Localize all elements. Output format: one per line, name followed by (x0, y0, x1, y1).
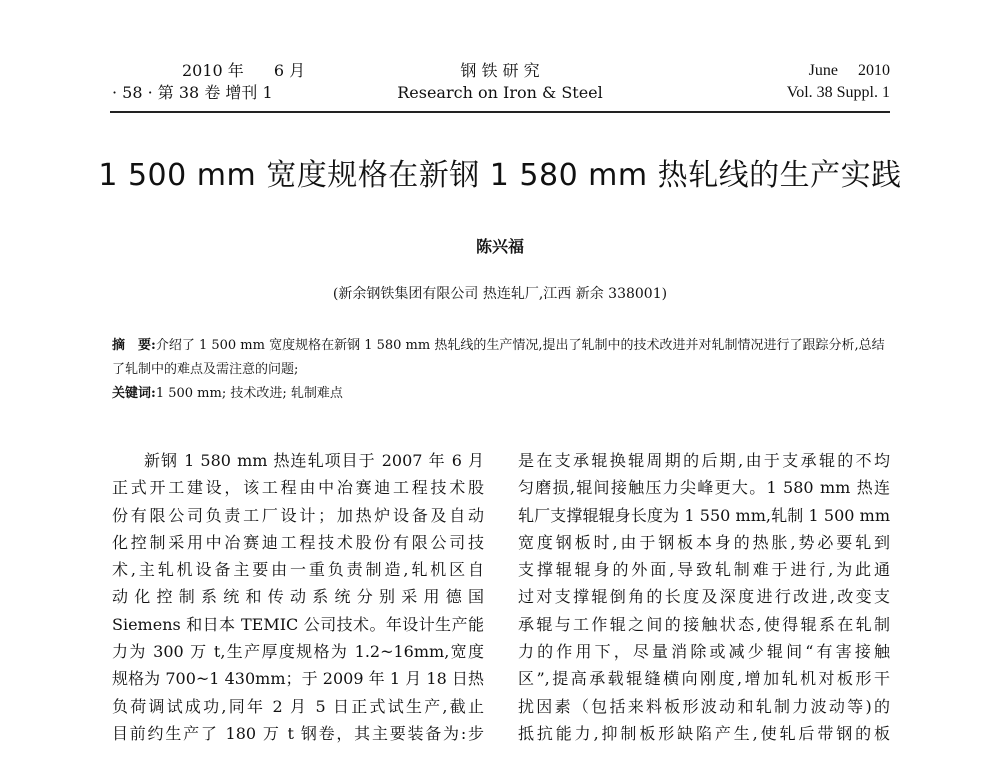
journal-name-cn: 钢 铁 研 究 (460, 61, 540, 80)
header-volume-cn: · 58 · 第 38 卷 增刊 1 (112, 83, 273, 102)
header-right (787, 60, 890, 104)
body-line: 支撑辊辊身的外面,导致轧制难于进行,为此通 (518, 560, 890, 580)
abstract-text: 介绍了 1 500 mm 宽度规格在新钢 1 580 mm 热轧线的生产情况,提出了轧制中的技术改进并对轧制情况进行了跟踪分析,总结了轧制中的难点及需注意的问题; (112, 338, 885, 377)
body-line: 过对支撑辊倒角的长度及深度进行改进,改变支 (518, 587, 890, 607)
header-rule (110, 111, 890, 113)
journal-name-en: Research on Iron & Steel (397, 83, 603, 102)
body-line: 扰因素（包括来料板形波动和轧制力波动等)的 (518, 696, 890, 716)
header-year: 2010 年 (182, 61, 244, 80)
header-month-en: June (808, 62, 838, 79)
body-line: 目前约生产了 180 万 t 钢卷，其主要装备为:步 (112, 723, 484, 743)
body-line: 承辊与工作辊之间的接触状态,使得辊系在轧制 (518, 614, 890, 634)
paper-title: 1 500 mm 宽度规格在新钢 1 580 mm 热轧线的生产实践 (98, 158, 902, 193)
body-column-right (518, 447, 890, 747)
header-year-en: 2010 (858, 62, 890, 79)
body-line: 宽度钢板时,由于钢板本身的热胀,势必要轧到 (518, 532, 890, 552)
keywords-paragraph (112, 382, 892, 406)
header-date-en (787, 60, 890, 82)
header-volume-en: Vol. 38 Suppl. 1 (786, 84, 890, 101)
abstract-label: 摘 要: (112, 338, 156, 353)
body-line: 新钢 1 580 mm 热连轧项目于 2007 年 6 月 (144, 451, 484, 470)
body-line: 匀磨损,辊间接触压力尖峰更大。1 580 mm 热连 (518, 478, 890, 498)
body-line: 力的作用下，尽量消除或减少辊间“有害接触 (518, 642, 890, 662)
paper-affiliation: (新余钢铁集团有限公司 热连轧厂,江西 新余 338001) (332, 286, 668, 302)
body-column-left (112, 447, 484, 747)
abstract-paragraph (112, 334, 892, 382)
body-line: 动 化 控 制 系 统 和 传 动 系 统 分 别 采 用 德 国 (112, 587, 484, 607)
body-line: 轧厂支撑辊辊身长度为 1 550 mm,轧制 1 500 mm (518, 505, 890, 525)
body-line: 规格为 700~1 430mm；于 2009 年 1 月 18 日热 (112, 669, 484, 689)
body-line: Siemens 和日本 TEMIC 公司技术。年设计生产能 (112, 614, 484, 634)
body-line: 力为 300 万 t,生产厚度规格为 1.2~16mm,宽度 (112, 642, 484, 662)
body-line: 区”,提高承载辊缝横向刚度,增加轧机对板形干 (518, 669, 890, 689)
keywords-label: 关键词: (112, 386, 156, 401)
body-line: 术,主轧机设备主要由一重负责制造,轧机区自 (112, 560, 484, 580)
paper-author: 陈兴福 (475, 237, 524, 256)
body-line: 是在支承辊换辊周期的后期,由于支承辊的不均 (518, 451, 890, 470)
body-line: 化控制采用中冶赛迪工程技术股份有限公司技 (112, 532, 484, 552)
body-line: 负荷调试成功,同年 2 月 5 日正式试生产,截止 (112, 696, 484, 716)
abstract-block (112, 334, 892, 406)
body-line: 正式开工建设，该工程由中冶赛迪工程技术股 (112, 478, 484, 498)
body-line: 份有限公司负责工厂设计；加热炉设备及自动 (112, 505, 484, 525)
keywords-text: 1 500 mm; 技术改进; 轧制难点 (155, 386, 343, 401)
header-month: 6 月 (273, 61, 306, 80)
body-line: 抵抗能力,抑制板形缺陷产生,使轧后带钢的板 (518, 723, 890, 743)
